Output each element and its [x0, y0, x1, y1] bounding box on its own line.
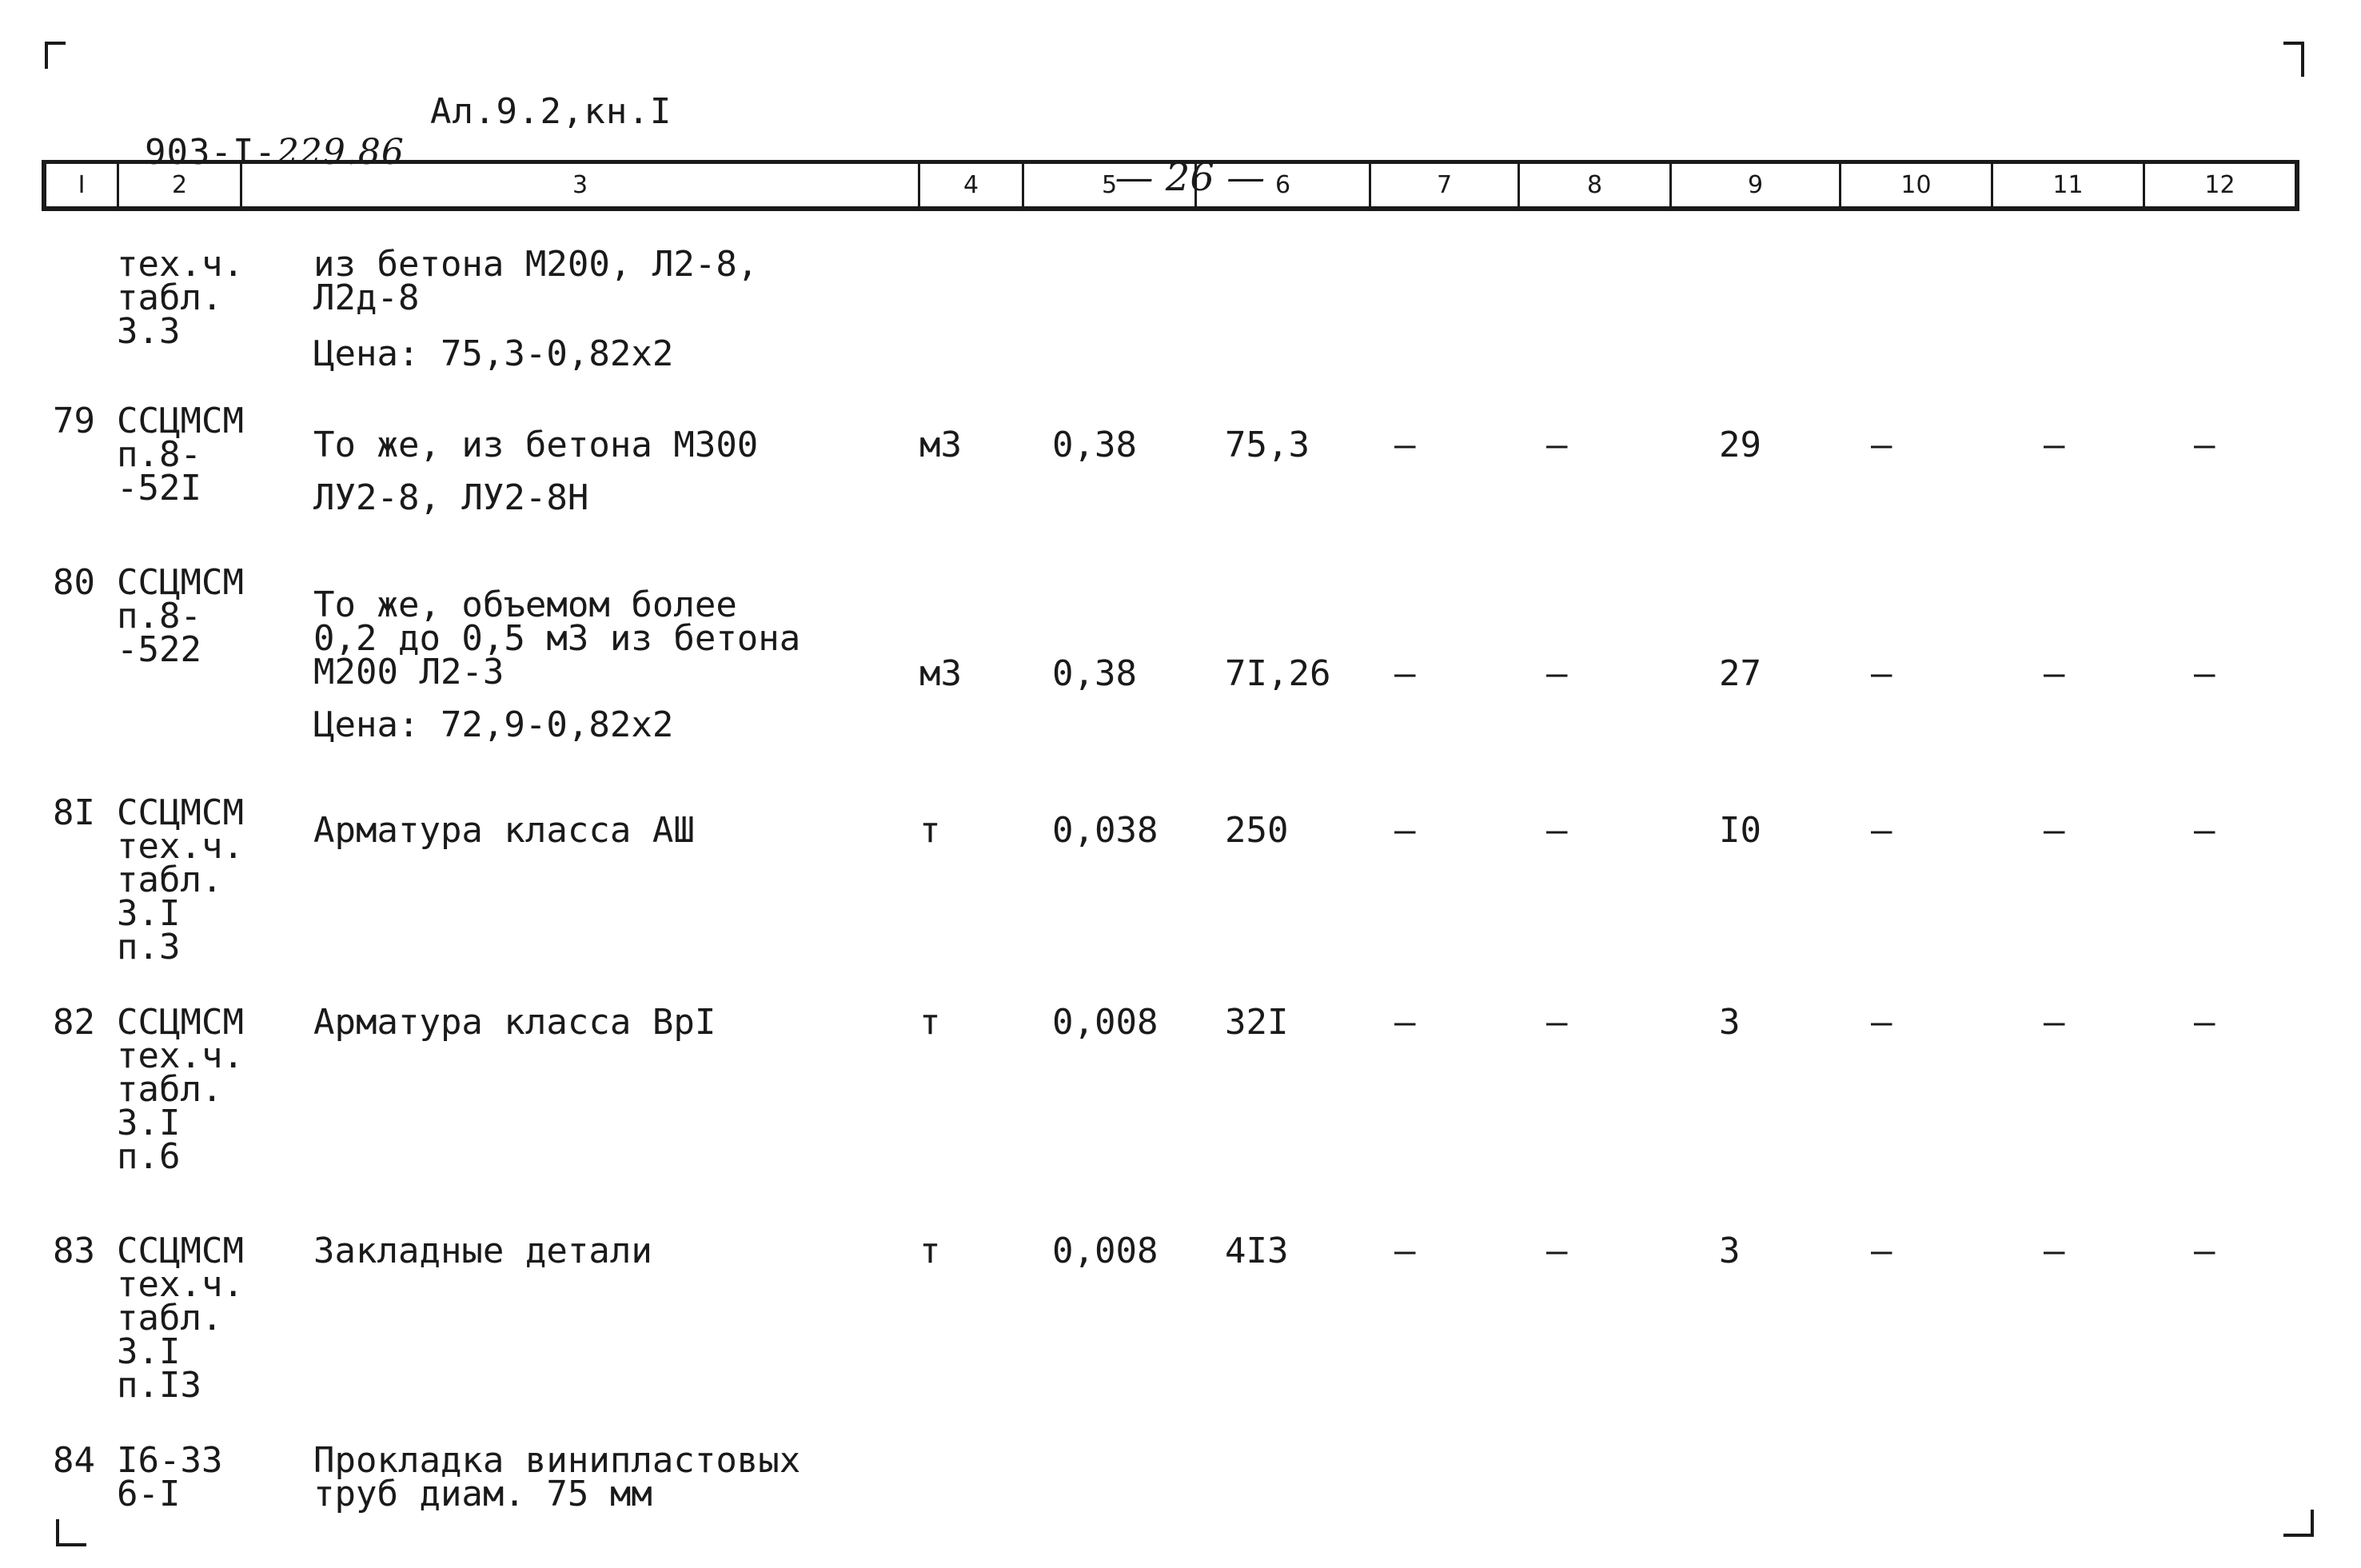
row-description-extra: ЛУ2-8, ЛУ2-8Н	[313, 477, 589, 518]
row-description: Арматура класса АШ	[313, 810, 695, 851]
column-header-12: 12	[2143, 164, 2295, 206]
row-reference: ССЦМСМ тех.ч. табл. 3.I п.3	[117, 792, 244, 968]
row-unit-price: 7I,26	[1225, 653, 1331, 694]
column-header-6: 6	[1194, 164, 1369, 206]
row-description: Прокладка винипластовых труб диам. 75 мм	[313, 1440, 801, 1514]
row-col9: 29	[1719, 425, 1761, 465]
row-unit: т	[919, 1002, 941, 1043]
row-number: 84	[53, 1440, 95, 1481]
corner-mark-top-left	[45, 42, 66, 69]
page-number-dash-right: —	[1214, 155, 1266, 200]
row-col9: 3	[1719, 1002, 1741, 1043]
row-col12: –	[2194, 653, 2215, 694]
row-unit-price: 75,3	[1225, 425, 1310, 465]
row-quantity: 0,38	[1052, 653, 1137, 694]
row-col8: –	[1546, 425, 1568, 465]
row-number: 82	[53, 1002, 95, 1043]
row-col12: –	[2194, 425, 2215, 465]
row-unit: т	[919, 1231, 941, 1271]
row-description: То же, объемом более 0,2 до 0,5 м3 из бетона М200 Л2-3	[313, 585, 801, 692]
column-header-row	[42, 160, 2299, 211]
row-col7: –	[1394, 425, 1416, 465]
column-header-5: 5	[1022, 164, 1194, 206]
column-header-7: 7	[1369, 164, 1518, 206]
row-col7: –	[1394, 1002, 1416, 1043]
row-unit: м3	[919, 653, 962, 694]
column-header-3: 3	[240, 164, 918, 206]
continuation-ref: тех.ч. табл. 3.3	[117, 244, 244, 352]
row-reference: ССЦМСМ п.8- -52I	[117, 401, 244, 509]
row-reference: I6-33 6-I	[117, 1440, 223, 1514]
row-col10: –	[1871, 425, 1892, 465]
row-col10: –	[1871, 653, 1892, 694]
row-col7: –	[1394, 810, 1416, 851]
row-price-formula: Цена: 72,9-0,82х2	[313, 704, 674, 745]
corner-mark-top-right	[2283, 42, 2304, 77]
row-description: Арматура класса ВрI	[313, 1002, 716, 1043]
continuation-description: из бетона М200, Л2-8, Л2д-8	[313, 244, 759, 318]
album-reference: Ал.9.2,кн.I	[430, 91, 672, 132]
page-number-dash-left: —	[1115, 155, 1166, 200]
row-reference: ССЦМСМ п.8- -522	[117, 562, 244, 670]
row-col12: –	[2194, 810, 2215, 851]
row-col7: –	[1394, 1231, 1416, 1271]
row-unit: м3	[919, 425, 962, 465]
row-unit-price: 250	[1225, 810, 1289, 851]
row-col7: –	[1394, 653, 1416, 694]
document-code-prefix: 903-I-	[144, 132, 277, 173]
row-col8: –	[1546, 653, 1568, 694]
row-col11: –	[2044, 810, 2065, 851]
row-col9: I0	[1719, 810, 1761, 851]
row-col8: –	[1546, 1002, 1568, 1043]
row-col10: –	[1871, 1231, 1892, 1271]
row-number: 80	[53, 562, 95, 603]
row-unit-price: 32I	[1225, 1002, 1289, 1043]
row-col9: 27	[1719, 653, 1761, 694]
row-col8: –	[1546, 1231, 1568, 1271]
column-header-10: 10	[1839, 164, 1991, 206]
document-code-handwritten: 229.86	[276, 132, 405, 173]
row-col10: –	[1871, 1002, 1892, 1043]
column-header-1: I	[78, 171, 86, 199]
corner-mark-bottom-left	[56, 1519, 86, 1546]
column-header-4: 4	[918, 164, 1022, 206]
page-number-value: 26	[1165, 155, 1214, 200]
corner-mark-bottom-right	[2283, 1510, 2314, 1537]
column-header-11: 11	[1991, 164, 2143, 206]
row-quantity: 0,008	[1052, 1231, 1159, 1271]
row-col11: –	[2044, 653, 2065, 694]
row-col10: –	[1871, 810, 1892, 851]
row-quantity: 0,038	[1052, 810, 1159, 851]
column-header-9: 9	[1669, 164, 1839, 206]
row-description: Закладные детали	[313, 1231, 652, 1271]
row-col11: –	[2044, 1002, 2065, 1043]
continuation-price-formula: Цена: 75,3-0,82х2	[313, 333, 674, 374]
row-quantity: 0,008	[1052, 1002, 1159, 1043]
row-quantity: 0,38	[1052, 425, 1137, 465]
row-unit: т	[919, 810, 941, 851]
column-header-2: 2	[117, 164, 240, 206]
row-col11: –	[2044, 1231, 2065, 1271]
row-reference: ССЦМСМ тех.ч. табл. 3.I п.6	[117, 1002, 244, 1177]
row-col8: –	[1546, 810, 1568, 851]
row-number: 8I	[53, 792, 95, 833]
row-col12: –	[2194, 1231, 2215, 1271]
row-col11: –	[2044, 425, 2065, 465]
row-reference: ССЦМСМ тех.ч. табл. 3.I п.I3	[117, 1231, 244, 1406]
row-col9: 3	[1719, 1231, 1741, 1271]
row-unit-price: 4I3	[1225, 1231, 1289, 1271]
row-number: 83	[53, 1231, 95, 1271]
row-description: То же, из бетона М300	[313, 425, 759, 465]
row-col12: –	[2194, 1002, 2215, 1043]
row-number: 79	[53, 401, 95, 441]
column-header-8: 8	[1518, 164, 1669, 206]
